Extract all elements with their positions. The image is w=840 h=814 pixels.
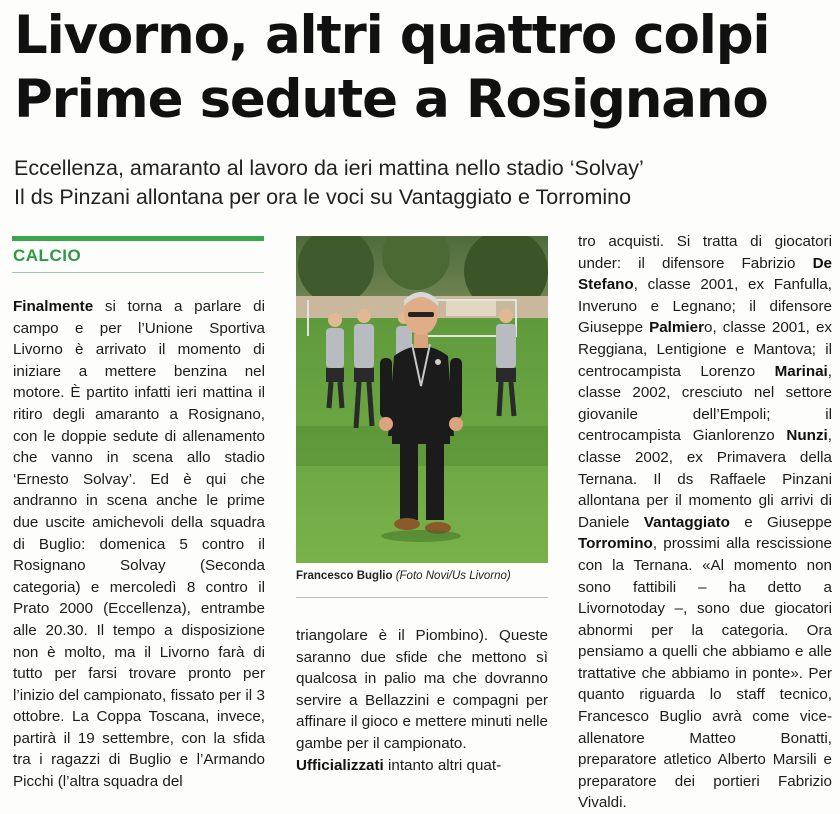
section-label: CALCIO xyxy=(13,246,82,265)
column-2-text: triangolare è il Piombino). Queste saranno due sfide che mettono sì qualcosa in palio ma che dovranno servire a Bellazzini e compagni per affinare il gioco e mettere minuti nelle gambe per il campionato. xyxy=(296,627,548,752)
subhead-line-2: Il ds Pinzani allontana per ora le voci su Vantaggiato e Torromino xyxy=(14,185,632,209)
col3-text-1: tro acquisti. Si tratta di giocatori under: il difensore Fabrizio xyxy=(578,233,832,272)
col3-text-2b: o, classe 2001, ex Reggiana, Lentigione e Mantova; il centrocampista Lorenzo xyxy=(578,319,833,380)
section-rule-top xyxy=(12,236,264,241)
caption-rule xyxy=(296,597,548,598)
player-name-palmiero: Palmier xyxy=(649,319,704,337)
headline-line-1: Livorno, altri quattro colpi xyxy=(14,5,770,66)
headline-line-2: Prime sedute a Rosignano xyxy=(14,69,768,130)
col3-text-5: e Giuseppe xyxy=(729,513,832,531)
lead-word: Finalmente xyxy=(13,298,94,315)
coach-photo xyxy=(296,236,548,563)
caption-credit: (Foto Novi/Us Livorno) xyxy=(395,570,511,582)
subheadline xyxy=(14,154,834,212)
player-name-marinai: Marinai xyxy=(774,362,828,380)
column-2-text-2: intanto altri quat- xyxy=(383,756,502,774)
lead-word-2: Ufficializzati xyxy=(296,756,384,774)
photo-caption xyxy=(296,570,548,582)
subhead-line-1: Eccellenza, amaranto al lavoro da ieri mattina nello stadio ‘Solvay’ xyxy=(14,156,644,180)
article-column-1 xyxy=(13,296,265,793)
article-column-2 xyxy=(296,625,548,776)
coach-photo-image xyxy=(296,236,548,563)
col3-text-4: , classe 2002, ex Primavera della Ternana. Il ds Raffaele Pinzani allontana per il momento gli arrivi di Daniele xyxy=(578,427,832,531)
player-name-de-stefano: De Stefano xyxy=(578,254,832,294)
player-name-torromino: Torromino xyxy=(578,535,653,553)
column-1-text: si torna a parlare di campo e per l’Unione Sportiva Livorno è arrivato il momento di iniziare a mettere benzina nel motore. È partito infatti ieri mattina il ritiro degli amaranto a Rosignano, con le doppie sedute di allenamento che vanno in scena allo stadio ‘Ernesto Solvay’. Ed è qui che andranno in scena anche le prime due uscite amichevoli della squadra di Buglio: domenica 5 contro il Rosignano Solvay (Seconda categoria) e mercoledì 8 contro il Prato 2000 (Eccellenza), entrambe alle 20.30. Il tempo a disposizione non è molto, ma il Livorno farà di tutto per farsi trovare pronto per l’inizio del campionato, fissato per il 3 ottobre. La Coppa Toscana, invece, partirà il 19 settembre, con la sfida tra i ragazzi di Buglio e l’Armando Picchi (l’altra squadra del xyxy=(13,298,265,791)
caption-name: Francesco Buglio xyxy=(296,570,393,582)
headline xyxy=(14,4,834,132)
col3-text-6: , prossimi alla rescissione con la Ternana. «Al momento non sono fattibili – ha detto a Livornotoday –, sono due giocatori abnormi per la categoria. Ora pensiamo a quelli che abbiamo e alle trattative che abbiamo in ponte». Per quanto riguarda lo staff tecnico, Francesco Buglio avrà come vice-allenatore Matteo Bonatti, preparatore atletico Alberto Marsili e preparatore dei portieri Fabrizio Vivaldi. xyxy=(578,535,832,812)
player-name-nunzi: Nunzi xyxy=(786,427,828,445)
section-rule-bottom xyxy=(12,272,264,273)
col3-text-3: , classe 2002, cresciuto nel settore giovanile dell’Empoli; il centrocampista Gianlorenzo xyxy=(578,362,832,445)
col3-text-2: , classe 2001, ex Fanfulla, Inveruno e Legnano; il difensore Giuseppe xyxy=(578,276,832,337)
player-name-vantaggiato: Vantaggiato xyxy=(643,513,730,531)
article-column-3 xyxy=(578,231,832,814)
